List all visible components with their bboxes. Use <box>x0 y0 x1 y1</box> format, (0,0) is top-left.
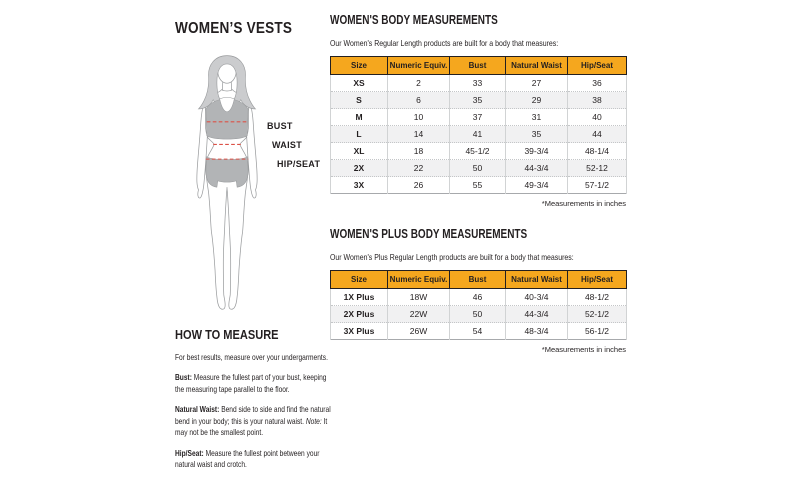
plus-measurements-footnote: *Measurements in inches <box>541 345 626 354</box>
plus-measurements-section <box>330 227 630 354</box>
column-header: Size <box>331 271 388 289</box>
table-row <box>331 143 627 160</box>
table-cell: 22W <box>388 306 450 323</box>
table-row <box>331 109 627 126</box>
column-header: Natural Waist <box>506 271 568 289</box>
table-cell: 14 <box>388 126 450 143</box>
table-cell: 29 <box>506 92 568 109</box>
table-row <box>331 323 627 340</box>
table-cell: L <box>331 126 388 143</box>
table-cell: 40-3/4 <box>506 289 568 306</box>
table-cell: 41 <box>450 126 506 143</box>
table-cell: 33 <box>450 75 506 92</box>
table-cell: XS <box>331 75 388 92</box>
table-cell: 6 <box>388 92 450 109</box>
table-cell: M <box>331 109 388 126</box>
table-cell: 55 <box>450 177 506 194</box>
table-cell: S <box>331 92 388 109</box>
column-header: Size <box>331 57 388 75</box>
regular-measurements-heading: WOMEN'S BODY MEASUREMENTS <box>330 13 498 27</box>
table-cell: 10 <box>388 109 450 126</box>
table-cell: 18 <box>388 143 450 160</box>
table-cell: 22 <box>388 160 450 177</box>
bust-label: BUST <box>267 121 293 131</box>
table-cell: 27 <box>506 75 568 92</box>
table-cell: 48-1/4 <box>568 143 627 160</box>
how-to-measure-heading: HOW TO MEASURE <box>175 327 279 342</box>
table-cell: 35 <box>506 126 568 143</box>
column-header: Numeric Equiv. <box>388 271 450 289</box>
how-to-measure-text <box>175 352 331 471</box>
table-row <box>331 92 627 109</box>
table-cell: 2X <box>331 160 388 177</box>
plus-measurements-intro: Our Women's Plus Regular Length products are built for a body that measures: <box>330 252 574 262</box>
table-row <box>331 177 627 194</box>
measure-intro: For best results, measure over your undergarments. <box>175 352 328 362</box>
table-cell: 26 <box>388 177 450 194</box>
measure-item-natural-waist: Natural Waist: Bend side to side and find the natural bend in your body; this is your natural waist. Note: It may not be the smallest point. <box>175 404 331 438</box>
table-cell: 18W <box>388 289 450 306</box>
plus-measurements-heading: WOMEN'S PLUS BODY MEASUREMENTS <box>330 227 528 241</box>
page-title <box>175 20 313 38</box>
table-cell: 3X <box>331 177 388 194</box>
table-cell: 44-3/4 <box>506 306 568 323</box>
table-cell: 52-1/2 <box>568 306 627 323</box>
table-cell: 57-1/2 <box>568 177 627 194</box>
table-cell: 37 <box>450 109 506 126</box>
measure-item-hipseat: Hip/Seat: Measure the fullest point between your natural waist and crotch. <box>175 447 320 470</box>
table-row <box>331 75 627 92</box>
regular-measurements-footnote: *Measurements in inches <box>541 199 626 208</box>
table-cell: 38 <box>568 92 627 109</box>
table-cell: 54 <box>450 323 506 340</box>
table-cell: 40 <box>568 109 627 126</box>
table-row <box>331 306 627 323</box>
table-cell: 44 <box>568 126 627 143</box>
table-cell: 50 <box>450 160 506 177</box>
table-header-row <box>331 57 627 75</box>
table-cell: 2 <box>388 75 450 92</box>
column-header: Bust <box>450 57 506 75</box>
table-cell: 48-1/2 <box>568 289 627 306</box>
table-cell: 35 <box>450 92 506 109</box>
measurements-column <box>330 13 630 354</box>
table-cell: 31 <box>506 109 568 126</box>
table-cell: 39-3/4 <box>506 143 568 160</box>
regular-measurements-section <box>330 13 630 208</box>
table-cell: 48-3/4 <box>506 323 568 340</box>
table-cell: 2X Plus <box>331 306 388 323</box>
woman-figure-illustration <box>181 50 273 317</box>
regular-measurements-intro: Our Women's Regular Length products are built for a body that measures: <box>330 38 559 48</box>
table-cell: 49-3/4 <box>506 177 568 194</box>
page-title-text: WOMEN’S VESTS <box>175 20 293 37</box>
waist-label: WAIST <box>272 140 302 150</box>
column-header: Hip/Seat <box>568 57 627 75</box>
table-row <box>331 126 627 143</box>
table-cell: 26W <box>388 323 450 340</box>
table-cell: 56-1/2 <box>568 323 627 340</box>
table-row <box>331 289 627 306</box>
column-header: Numeric Equiv. <box>388 57 450 75</box>
table-cell: 36 <box>568 75 627 92</box>
table-cell: 45-1/2 <box>450 143 506 160</box>
measure-item-bust: Bust: Measure the fullest part of your bust, keeping the measuring tape parallel to the floor. <box>175 372 327 394</box>
regular-measurements-table <box>330 56 627 194</box>
table-cell: 44-3/4 <box>506 160 568 177</box>
table-cell: 52-12 <box>568 160 627 177</box>
table-cell: XL <box>331 143 388 160</box>
table-row <box>331 160 627 177</box>
table-cell: 3X Plus <box>331 323 388 340</box>
table-cell: 46 <box>450 289 506 306</box>
measurement-figure <box>181 50 321 320</box>
table-cell: 50 <box>450 306 506 323</box>
hipseat-label: HIP/SEAT <box>277 159 321 169</box>
table-header-row <box>331 271 627 289</box>
plus-measurements-table <box>330 270 627 340</box>
column-header: Hip/Seat <box>568 271 627 289</box>
column-header: Bust <box>450 271 506 289</box>
table-cell: 1X Plus <box>331 289 388 306</box>
column-header: Natural Waist <box>506 57 568 75</box>
